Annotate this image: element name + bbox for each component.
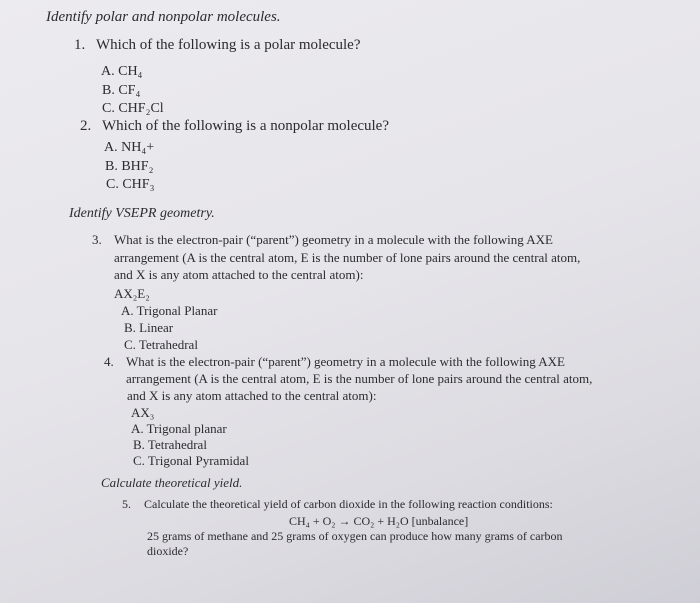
- answer-option: C. CHF₂Cl: [102, 101, 164, 116]
- section-heading-vsepr: Identify VSEPR geometry.: [69, 206, 215, 221]
- question-text-line: arrangement (A is the central atom, E is the number of lone pairs around the central atom,: [114, 250, 581, 265]
- answer-option: C. Tetrahedral: [124, 337, 198, 352]
- question-1: [74, 38, 361, 53]
- question-number: 1.: [74, 37, 86, 53]
- question-text: Calculate the theoretical yield of carbon dioxide in the following reaction conditions:: [144, 497, 553, 511]
- answer-option: A. NH₄+: [104, 140, 155, 155]
- answer-option: B. BHF₂: [105, 159, 154, 174]
- question-number: 3.: [92, 232, 102, 247]
- question-number: 5.: [122, 497, 131, 511]
- answer-option: B. CF₄: [102, 83, 141, 98]
- answer-option: C. Trigonal Pyramidal: [133, 453, 249, 468]
- question-3: [92, 233, 553, 246]
- question-5: [122, 498, 553, 510]
- section-heading-yield: Calculate theoretical yield.: [101, 475, 243, 490]
- question-text-line: dioxide?: [147, 544, 189, 558]
- question-text-line: What is the electron-pair (“parent”) geometry in a molecule with the following AXE: [114, 232, 553, 247]
- answer-option: A. Trigonal Planar: [121, 303, 218, 318]
- answer-option: B. Tetrahedral: [133, 437, 207, 452]
- question-text: Which of the following is a nonpolar molecule?: [102, 118, 389, 134]
- question-text: Which of the following is a polar molecule?: [96, 37, 361, 53]
- reaction-equation: CH₄ + O₂ → CO₂ + H₂O [unbalance]: [289, 514, 469, 528]
- axe-formula: AX₃: [131, 405, 155, 420]
- question-text-line: and X is any atom attached to the central atom):: [127, 388, 377, 403]
- question-2: [80, 119, 389, 134]
- answer-option: B. Linear: [124, 320, 174, 335]
- answer-option: A. Trigonal planar: [131, 421, 227, 436]
- question-number: 4.: [104, 354, 114, 369]
- answer-option: C. CHF₃: [106, 177, 155, 192]
- axe-formula: AX₂E₂: [114, 286, 150, 301]
- question-text-line: 25 grams of methane and 25 grams of oxygen can produce how many grams of carbon: [147, 529, 563, 543]
- question-text-line: What is the electron-pair (“parent”) geometry in a molecule with the following AXE: [126, 354, 565, 369]
- question-text-line: and X is any atom attached to the central atom):: [114, 267, 364, 282]
- answer-option: A. CH₄: [101, 64, 143, 79]
- question-number: 2.: [80, 118, 92, 134]
- section-heading-polar: Identify polar and nonpolar molecules.: [46, 9, 281, 25]
- question-text-line: arrangement (A is the central atom, E is the number of lone pairs around the central atom,: [126, 371, 593, 386]
- question-4: [104, 355, 565, 368]
